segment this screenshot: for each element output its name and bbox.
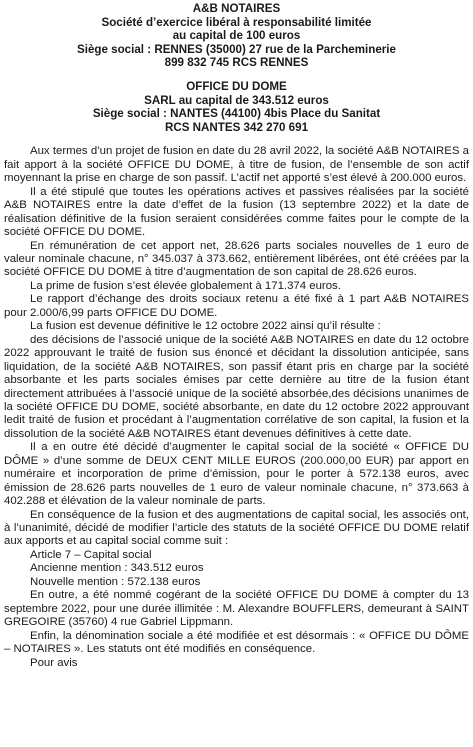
paragraph: La prime de fusion s’est élevée globalement à 171.374 euros. (30, 279, 341, 292)
paragraph: des décisions de l’associé unique de la société A&B NOTAIRES en date du 12 octobre 2022 approuvant le traité de fusion sus énoncé et décidant la dissolution anticipée, sans liquidation, de la société A&B NOTAIRES, son passif étant pris en charge par la société absorbante et les parts sociales émises par cette dernière au titre de la fusion étant directement attribuées à l’associé unique de la société absorbée,des décisions unanimes de la société OFFICE DU DOME, société absorbante, en date du 12 octobre 2022 approuvant ledit traité de fusion et procédant à l’augmentation corrélative de son capital, la fusion et la dissolution de la société A&B NOTAIRES étant devenues définitives à cette date. (4, 333, 469, 440)
paragraph: Aux termes d’un projet de fusion en date du 28 avril 2022, la société A&B NOTAIRES a fait apport à la société OFFICE DU DOME, à titre de fusion, de l’ensemble de son actif moyennant la prise en charge de son passif. L’actif net apporté s’est élevé à 200.000 euros. (4, 145, 469, 185)
paragraph: Il a été stipulé que toutes les opérations actives et passives réalisées par la société A&B NOTAIRES entre la date d’effet de la fusion (13 septembre 2022) et la date de réalisation définitive de la fusion seraient considérées comme faites pour le compte de la société OFFICE DU DOME. (4, 185, 469, 239)
absorbed-company-header (4, 2, 469, 70)
paragraph: Ancienne mention : 343.512 euros (30, 562, 204, 575)
paragraph: Nouvelle mention : 572.138 euros (30, 575, 201, 588)
paragraph: En conséquence de la fusion et des augmentations de capital social, les associés ont, à l’unanimité, décidé de modifier l’article des statuts de la société OFFICE DU DOME relatif aux apports et au capital social comme suit : (4, 508, 469, 548)
paragraph: En outre, a été nommé cogérant de la société OFFICE DU DOME à compter du 13 septembre 2022, pour une durée illimitée : M. Alexandre BOUFFLERS, demeurant à SAINT GREGOIRE (35760) 4 rue Gabriel Lippmann. (4, 589, 469, 629)
company-form: Société d’exercice libéral à responsabilité limitée (101, 15, 372, 29)
company-capital: au capital de 100 euros (172, 29, 301, 43)
company-capital: SARL au capital de 343.512 euros (144, 93, 329, 107)
company-rcs: 899 832 745 RCS RENNES (164, 56, 309, 70)
paragraph: Il a en outre été décidé d’augmenter le capital social de la société « OFFICE DU DÔME » d’une somme de DEUX CENT MILLE EUROS (200.000,00 EUR) par apport en numéraire et incorporation de prime d’émission, pour le porter à 572.138 euros, avec émission de 28.626 parts nouvelles de 1 euro de valeur nominale chacune, n° 373.663 à 402.288 et élévation de la valeur nominale de parts. (4, 441, 469, 508)
paragraph: Pour avis (30, 656, 78, 669)
company-name: A&B NOTAIRES (192, 2, 281, 15)
absorbing-company-header (4, 80, 469, 134)
company-rcs: RCS NANTES 342 270 691 (164, 120, 309, 134)
paragraph: Enfin, la dénomination sociale a été modifiée et est désormais : « OFFICE DU DÔME – NOTAIRES ». Les statuts ont été modifiés en conséquence. (4, 629, 469, 656)
company-seat: Siège social : NANTES (44100) 4bis Place du Sanitat (92, 107, 381, 121)
company-seat: Siège social : RENNES (35000) 27 rue de la Parcheminerie (77, 42, 396, 56)
paragraph: Article 7 – Capital social (30, 548, 152, 561)
notice-body (4, 145, 469, 670)
paragraph: Le rapport d’échange des droits sociaux retenu a été fixé à 1 part A&B NOTAIRES pour 2.000/6,99 parts OFFICE DU DOME. (4, 293, 469, 319)
company-name: OFFICE DU DOME (186, 79, 287, 93)
paragraph: La fusion est devenue définitive le 12 octobre 2022 ainsi qu’il résulte : (30, 320, 381, 333)
paragraph: En rémunération de cet apport net, 28.626 parts sociales nouvelles de 1 euro de valeur nominale chacune, n° 345.037 à 373.662, entièrement libérées, ont été créées par la société OFFICE DU DOME à titre d’augmentation de son capital de 28.626 euros. (4, 239, 469, 279)
